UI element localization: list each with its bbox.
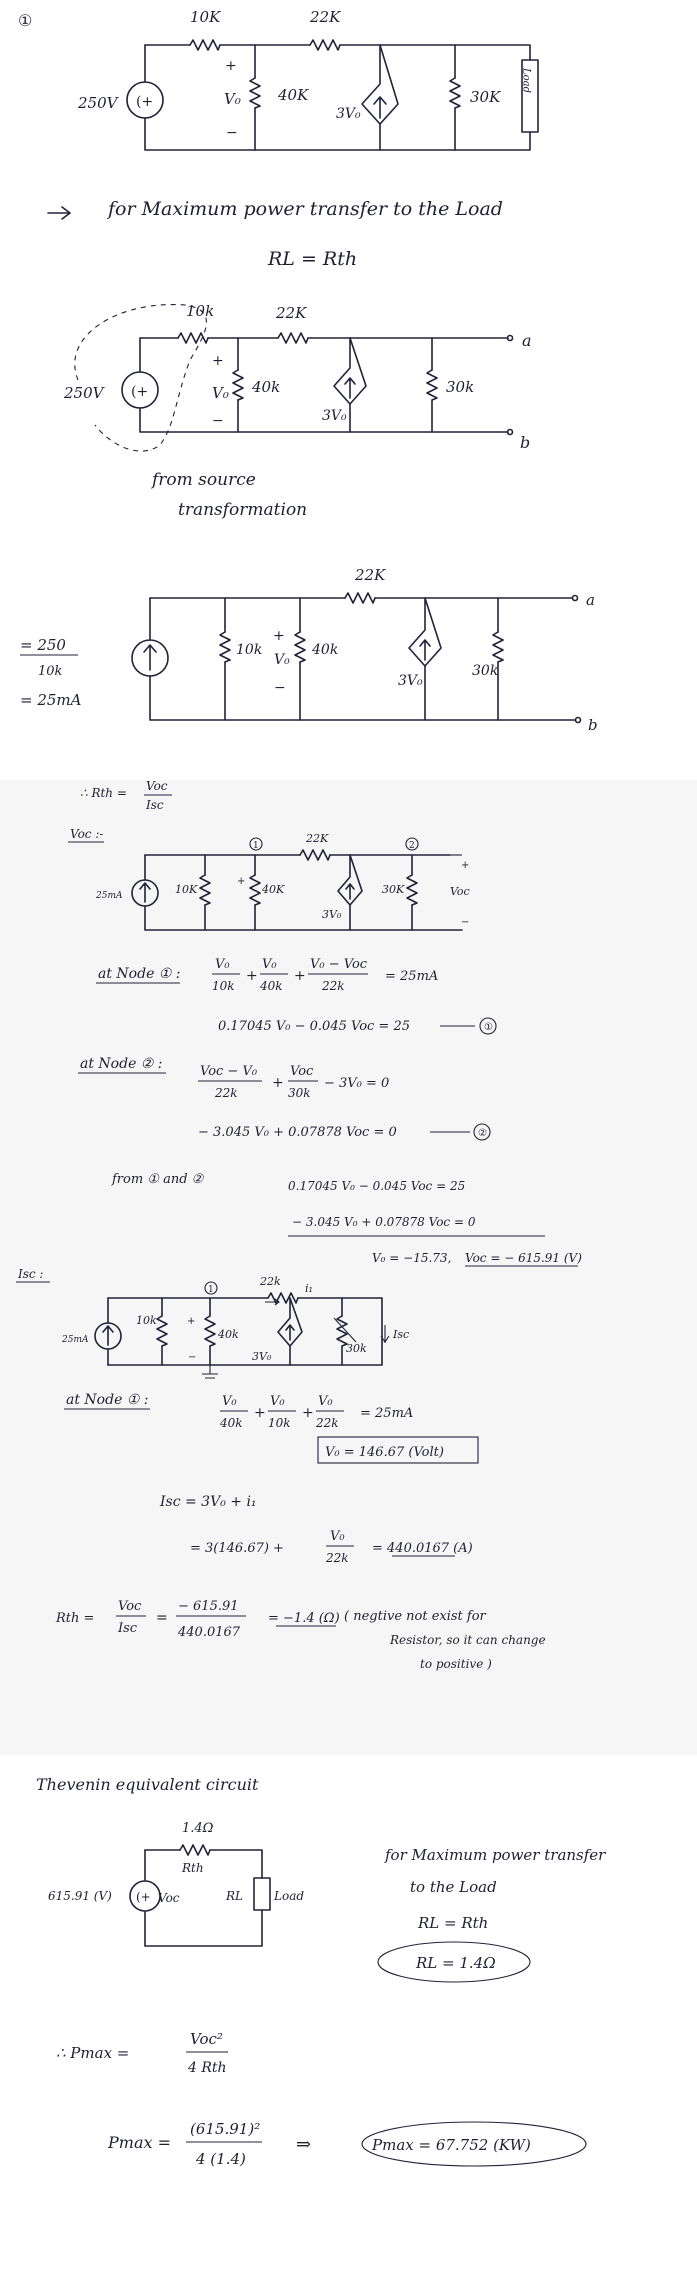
c3-dep-label: 3V₀: [398, 673, 423, 689]
rth-result-eq: =: [156, 1610, 168, 1626]
node1-t1-num: V₀: [215, 957, 230, 972]
c3-current-denominator: 10k: [38, 664, 63, 679]
svg-text:−: −: [188, 1352, 197, 1363]
equation-2: − 3.045 V₀ + 0.07878 Voc = 0: [198, 1125, 397, 1140]
c6-rth-label: Rth: [182, 1861, 204, 1875]
max-power-statement: for Maximum power transfer to the Load: [108, 198, 503, 220]
c3-r4-label: 30k: [472, 663, 499, 679]
circuit-current-source: [20, 593, 581, 723]
c5-r4-label: 30k: [346, 1342, 367, 1355]
svg-text:−: −: [274, 680, 286, 696]
pmax-final-result: Pmax = 67.752 (KW): [372, 2136, 531, 2154]
node2-label: at Node ② :: [80, 1056, 163, 1072]
final-statement-line1: for Maximum power transfer: [385, 1846, 606, 1864]
isc-node-t1-den: 40k: [220, 1416, 243, 1430]
rth-formula-den: Isc: [146, 798, 164, 812]
c1-r1-label: 10K: [190, 8, 221, 26]
c6-load-label: Load: [274, 1889, 305, 1903]
c5-r3-label: 40k: [218, 1328, 239, 1341]
pmax-formula-lhs: ∴ Pmax =: [56, 2044, 130, 2062]
pmax-calc-num: (615.91)²: [190, 2120, 261, 2138]
isc-section-label: Isc :: [18, 1267, 44, 1281]
node1-label: at Node ① :: [98, 966, 181, 982]
arrow-icon: [48, 207, 70, 219]
c4-r2-label: 22K: [306, 832, 329, 845]
c1-r3-label: 40K: [278, 86, 309, 104]
c1-load-label: Load: [520, 68, 532, 94]
c3-terminal-b: b: [588, 716, 598, 734]
node2-plus: +: [272, 1075, 284, 1091]
node1-t2-den: 40k: [260, 979, 283, 993]
node2-t1-num: Voc − V₀: [200, 1064, 258, 1079]
rth-result-den1: Isc: [118, 1621, 138, 1636]
c1-dep-label: 3V₀: [336, 106, 361, 122]
rth-note-line3: to positive ): [420, 1657, 492, 1671]
c4-r4-label: 30K: [382, 883, 405, 896]
node1-plus-1: +: [246, 968, 258, 984]
problem-number: ①: [18, 11, 33, 30]
svg-text:−: −: [212, 413, 224, 429]
pmax-formula-den: 4 Rth: [188, 2060, 227, 2076]
c3-vo-label: V₀: [274, 652, 290, 668]
rl-final-value: RL = 1.4Ω: [416, 1954, 496, 1972]
svg-text:+: +: [212, 353, 224, 369]
c5-isc-label: Isc: [393, 1328, 410, 1341]
c5-source-label: 25mA: [62, 1335, 89, 1345]
c2-r1-label: 10k: [186, 302, 215, 320]
c6-voc-label: Voc: [158, 1891, 180, 1905]
isc-node-rhs: = 25mA: [360, 1406, 414, 1421]
c1-vo-label: V₀: [224, 90, 241, 108]
isc-calc-line-2a: = 3(146.67) +: [190, 1541, 284, 1556]
thevenin-title: Thevenin equivalent circuit: [36, 1775, 259, 1794]
c6-resistance-value: 1.4Ω: [182, 1821, 214, 1836]
c5-i1-label: i₁: [305, 1282, 313, 1295]
node2-t1-den: 22k: [215, 1086, 238, 1100]
c4-r3-label: 40K: [262, 883, 285, 896]
rth-result-den2: 440.0167: [178, 1625, 241, 1640]
equation-1-tag: ①: [484, 1022, 493, 1033]
svg-text:+: +: [225, 58, 237, 74]
c4-node1: 1: [253, 841, 259, 851]
c3-terminal-a: a: [586, 591, 595, 609]
rth-formula-lhs: ∴ Rth =: [80, 786, 127, 800]
isc-node-t1-num: V₀: [222, 1394, 237, 1409]
isc-node-t2-num: V₀: [270, 1394, 285, 1409]
c1-source-label: 250V: [78, 94, 118, 112]
c2-terminal-b: b: [520, 433, 531, 452]
c3-r2-label: 22K: [355, 566, 386, 584]
solve-result-voc: Voc = − 615.91 (V): [465, 1251, 582, 1265]
node1-plus-2: +: [294, 968, 306, 984]
pmax-formula-num: Voc²: [190, 2030, 223, 2048]
rth-result-num1: Voc: [118, 1599, 142, 1614]
isc-calc-v0-num: V₀: [330, 1529, 345, 1544]
c5-node1: 1: [208, 1285, 214, 1295]
c3-r1-label: 10k: [236, 642, 263, 658]
final-statement-line2: to the Load: [410, 1878, 497, 1896]
final-statement-line3: RL = Rth: [418, 1914, 489, 1932]
node1-t3-num: V₀ − Voc: [310, 957, 368, 972]
equation-1: 0.17045 V₀ − 0.045 Voc = 25: [218, 1019, 410, 1034]
isc-node-t2-den: 10k: [268, 1416, 291, 1430]
rth-result-num2: − 615.91: [178, 1599, 239, 1614]
rl-equals-rth: RL = Rth: [268, 248, 358, 270]
circuit-isc: [95, 1282, 389, 1378]
c3-current-result: = 25mA: [20, 691, 82, 709]
solve-line-1: 0.17045 V₀ − 0.045 Voc = 25: [288, 1179, 466, 1193]
solve-label: from ① and ②: [112, 1172, 204, 1187]
c6-source-label: 615.91 (V): [48, 1889, 112, 1903]
node1-t3-den: 22k: [322, 979, 345, 993]
rth-result-value: = −1.4 (Ω): [268, 1611, 340, 1626]
isc-node-t3-den: 22k: [316, 1416, 339, 1430]
c6-rl-label: RL: [226, 1889, 244, 1903]
c2-r2-label: 22K: [276, 304, 307, 322]
c5-r1-label: 10k: [136, 1314, 157, 1327]
isc-node-plus-2: +: [302, 1405, 314, 1421]
equation-2-tag: ②: [478, 1128, 487, 1139]
solve-line-2: − 3.045 V₀ + 0.07878 Voc = 0: [292, 1215, 476, 1229]
rth-result-lhs: Rth =: [56, 1611, 95, 1626]
isc-calc-v0-den: 22k: [326, 1551, 349, 1565]
c2-terminal-a: a: [522, 331, 532, 350]
svg-text:−: −: [461, 917, 470, 928]
svg-text:(+: (+: [136, 94, 154, 110]
c4-node2: 2: [409, 841, 415, 851]
c2-vo-label: V₀: [212, 384, 229, 402]
rth-note-line2: Resistor, so it can change: [390, 1633, 546, 1647]
c2-source-label: 250V: [64, 384, 104, 402]
c5-dep-label: 3V₀: [252, 1350, 272, 1363]
c3-current-numerator: = 250: [20, 636, 66, 654]
c2-note-line2: transformation: [178, 500, 308, 520]
c4-dep-label: 3V₀: [322, 908, 342, 921]
isc-node-plus-1: +: [254, 1405, 266, 1421]
pmax-calc-lhs: Pmax =: [108, 2133, 171, 2152]
svg-text:(+: (+: [136, 1890, 151, 1904]
c2-r4-label: 30k: [446, 378, 475, 396]
c4-r1-label: 10K: [175, 883, 198, 896]
node1-t2-num: V₀: [262, 957, 277, 972]
node1-t1-den: 10k: [212, 979, 235, 993]
svg-text:+: +: [273, 628, 285, 644]
c2-dep-label: 3V₀: [322, 408, 347, 424]
node2-t2-den: 30k: [288, 1086, 311, 1100]
rth-note-line1: ( negtive not exist for: [344, 1609, 486, 1624]
c4-voc-label: Voc: [450, 885, 470, 898]
isc-calc-result: = 440.0167 (A): [372, 1541, 473, 1556]
isc-node-label: at Node ① :: [66, 1392, 149, 1408]
isc-node-t3-num: V₀: [318, 1394, 333, 1409]
c2-note-line1: from source: [152, 470, 256, 490]
voc-section-label: Voc :-: [70, 827, 104, 841]
svg-text:+: +: [461, 860, 470, 871]
svg-text:(+: (+: [131, 384, 149, 400]
c2-r3-label: 40k: [252, 378, 281, 396]
svg-text:+: +: [187, 1316, 196, 1327]
vo-boxed-result: V₀ = 146.67 (Volt): [325, 1445, 444, 1460]
implies-arrow: ⇒: [296, 2134, 312, 2155]
c3-r3-label: 40k: [312, 642, 339, 658]
c5-r2-label: 22k: [260, 1275, 281, 1288]
rth-formula-num: Voc: [146, 779, 168, 793]
isc-calc-line-1: Isc = 3V₀ + i₁: [160, 1494, 257, 1510]
pmax-calc-den: 4 (1.4): [196, 2150, 246, 2168]
c1-r4-label: 30K: [470, 88, 501, 106]
node2-t2-num: Voc: [290, 1064, 314, 1079]
c4-source-label: 25mA: [96, 891, 123, 901]
node1-rhs: = 25mA: [385, 969, 439, 984]
svg-text:+: +: [237, 876, 246, 887]
solve-result-vo: V₀ = −15.73,: [372, 1251, 452, 1265]
svg-text:−: −: [226, 125, 238, 141]
node2-tail: − 3V₀ = 0: [324, 1076, 390, 1091]
c1-r2-label: 22K: [310, 8, 341, 26]
